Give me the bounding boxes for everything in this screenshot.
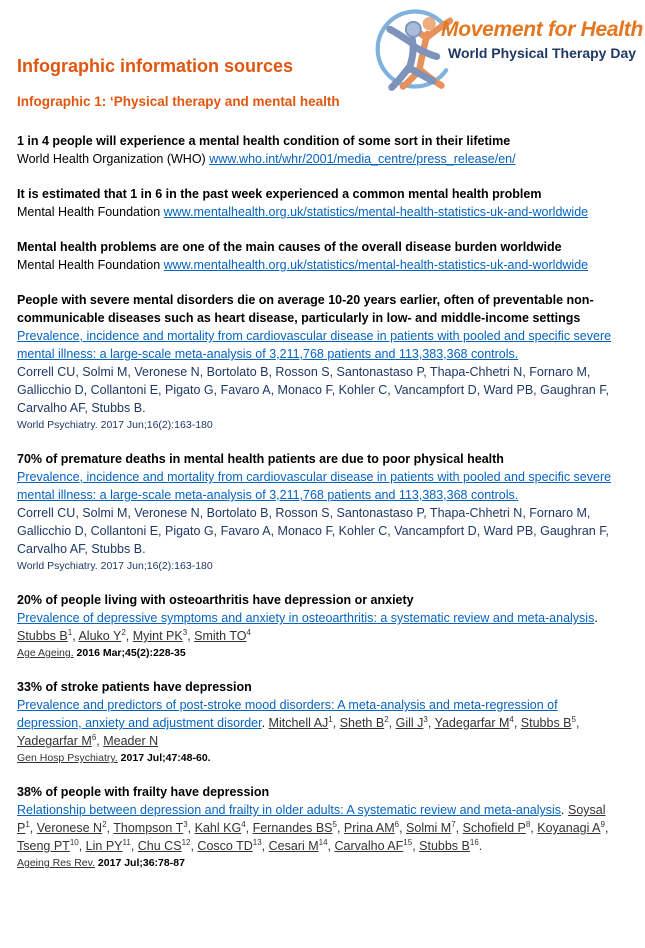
author-affiliation-superscript: 3	[183, 819, 188, 829]
author-link[interactable]: Yadegarfar M	[17, 734, 92, 748]
author-link[interactable]: Prina AM	[343, 821, 395, 835]
fact-section-3	[17, 238, 623, 274]
author-link[interactable]: Smith TO	[194, 629, 247, 643]
author-affiliation-superscript: 3	[423, 714, 428, 724]
author-link[interactable]: Fernandes BS	[252, 821, 333, 835]
author-link[interactable]: Stubbs B	[520, 716, 572, 730]
fact-section-1	[17, 132, 623, 168]
movement-for-health-logo	[371, 4, 643, 94]
author-list: Stubbs $B^1$, Aluko $Y^2$, Myint $PK^3$, Smith $TO^4$	[17, 627, 251, 643]
statement-text: People with severe mental disorders die on average 10-20 years earlier, often of preventable non-communicable diseases such as heart disease, particularly in low- and middle-income settings	[17, 293, 594, 325]
fact-section-6	[17, 591, 623, 661]
journal-issue: 2016 Mar;45(2):228-35	[73, 647, 186, 659]
author-affiliation-superscript: 12	[181, 837, 191, 847]
author-link[interactable]: Cesari M	[268, 839, 319, 853]
author-affiliation-superscript: 16	[469, 837, 479, 847]
author-affiliation-superscript: 1	[25, 819, 30, 829]
author-affiliation-superscript: 6	[394, 819, 400, 829]
journal-citation: World Psychiatry. 2017 Jun;16(2):163-180	[17, 560, 213, 572]
blue-figure-head	[406, 22, 421, 37]
author-list: Mitchell $AJ^1$, Sheth $B^2$, Gill $J^3$, Yadegarfar $M^4$, Stubbs $B^5$, Yadegarfar $M^6$, Meader N	[17, 714, 580, 748]
statement-text: 38% of people with frailty have depression	[17, 785, 270, 799]
fact-section-4	[17, 291, 623, 433]
author-link[interactable]: Thompson T	[113, 821, 184, 835]
logo-title: Movement for Health	[441, 18, 643, 41]
author-affiliation-superscript: 13	[252, 837, 262, 847]
source-link[interactable]: www.who.int/whr/2001/media_centre/press_release/en/	[209, 152, 516, 166]
statement-text: 20% of people living with osteoarthritis have depression or anxiety	[17, 593, 414, 607]
author-link[interactable]: Yadegarfar M	[434, 716, 510, 730]
author-link[interactable]: Solmi M	[406, 821, 452, 835]
fact-section-2	[17, 185, 623, 221]
article-link[interactable]: Relationship between depression and frailty in older adults: A systematic review and meta-analysis	[17, 803, 562, 817]
author-affiliation-superscript: 1	[328, 714, 333, 724]
journal-issue: 2017 Jul;47:48-60.	[117, 752, 211, 764]
author-link[interactable]: Cosco TD	[197, 839, 253, 853]
author-link[interactable]: Veronese N	[36, 821, 103, 835]
journal-link[interactable]: Gen Hosp Psychiatry.	[17, 752, 118, 764]
article-link[interactable]: Prevalence and predictors of post-stroke mood disorders: A meta-analysis and meta-regression of depression, anxiety and adjustment disorder	[17, 698, 558, 730]
author-affiliation-superscript: 11	[122, 837, 131, 847]
author-affiliation-superscript: 5	[332, 819, 337, 829]
author-link[interactable]: Stubbs B	[419, 839, 470, 853]
author-link[interactable]: Sheth B	[339, 716, 385, 730]
logo-text	[441, 18, 643, 61]
author-affiliation-superscript: 1	[67, 627, 73, 637]
author-affiliation-superscript: 6	[91, 732, 97, 742]
authors-text: Correll CU, Solmi M, Veronese N, Bortolato B, Rosson S, Santonastaso P, Thapa-Chhetri N, Fornaro M, Gallicchio D, Collantoni E, Pigato G, Favaro A, Monaco F, Kohler C, Vancampfort D, Ward PB, Gaughran F, Carvalho AF, Stubbs B.	[17, 506, 609, 556]
article-link[interactable]: Prevalence, incidence and mortality from cardiovascular disease in patients with pooled and specific severe mental illness: a large-scale meta-analysis of 3,211,768 patients and 113,383,368 controls.	[17, 329, 612, 361]
author-link[interactable]: Soysal P	[17, 803, 606, 835]
author-link[interactable]: Koyanagi A	[537, 821, 601, 835]
author-affiliation-superscript: 2	[384, 714, 389, 724]
author-link[interactable]: Carvalho AF	[334, 839, 404, 853]
source-name: Mental Health Foundation	[17, 205, 164, 219]
punctuation: .	[561, 803, 568, 817]
author-affiliation-superscript: 8	[525, 819, 531, 829]
author-affiliation-superscript: 4	[246, 627, 251, 637]
orange-figure-head	[423, 17, 436, 30]
statement-text: 70% of premature deaths in mental health patients are due to poor physical health	[17, 452, 504, 466]
statement-text: Mental health problems are one of the main causes of the overall disease burden worldwide	[17, 240, 562, 254]
statement-text: 33% of stroke patients have depression	[17, 680, 252, 694]
author-link[interactable]: Meader N	[103, 734, 159, 748]
author-affiliation-superscript: 5	[571, 714, 576, 724]
journal-issue: 2017 Jul;36:78-87	[95, 857, 185, 869]
source-link[interactable]: www.mentalhealth.org.uk/statistics/mental-health-statistics-uk-and-worldwide	[163, 205, 589, 219]
author-affiliation-superscript: 2	[121, 627, 126, 637]
author-link[interactable]: Tseng PT	[17, 839, 70, 853]
author-link[interactable]: Kahl KG	[194, 821, 242, 835]
source-name: World Health Organization (WHO)	[17, 152, 210, 166]
fact-section-5	[17, 450, 623, 574]
article-link[interactable]: Prevalence, incidence and mortality from cardiovascular disease in patients with pooled and specific severe mental illness: a large-scale meta-analysis of 3,211,768 patients and 113,383,368 controls.	[17, 470, 612, 502]
logo-subtitle: World Physical Therapy Day	[447, 45, 637, 61]
author-affiliation-superscript: 14	[318, 837, 328, 847]
statement-text: 1 in 4 people will experience a mental health condition of some sort in their lifetime	[17, 134, 511, 148]
journal-citation: World Psychiatry. 2017 Jun;16(2):163-180	[17, 419, 213, 431]
author-link[interactable]: Lin PY	[85, 839, 123, 853]
author-list: Soysal $P^1$, Veronese $N^2$, Thompson $T^3$, Kahl $KG^4$, Fernandes $BS^5$, Prina $AM^6$, Solmi $M^7$, Schofield $P^8$, Koyanagi $A^9$, Tseng PT$^{10}$, Lin PY$^{11}$, Chu CS$^{12}$, Cosco TD$^{13}$, Cesari $M^{14}$, Carvalho AF$^{15}$, Stubbs $B^{16}$.	[17, 803, 609, 853]
punctuation: .	[594, 611, 598, 625]
author-link[interactable]: Stubbs B	[17, 629, 68, 643]
author-affiliation-superscript: 10	[69, 837, 79, 847]
infographic-1-heading: Infographic 1: ‘Physical therapy and mental health	[17, 94, 340, 109]
punctuation: .	[261, 716, 269, 730]
source-name: Mental Health Foundation	[17, 258, 164, 272]
author-link[interactable]: Mitchell AJ	[268, 716, 329, 730]
article-link[interactable]: Prevalence of depressive symptoms and anxiety in osteoarthritis: a systematic review and meta-analysis	[17, 611, 595, 625]
author-link[interactable]: Schofield P	[462, 821, 526, 835]
journal-link[interactable]: Ageing Res Rev.	[17, 857, 96, 869]
author-affiliation-superscript: 4	[509, 714, 514, 724]
author-affiliation-superscript: 9	[600, 819, 605, 829]
journal-link[interactable]: Age Ageing.	[17, 647, 74, 659]
author-affiliation-superscript: 3	[182, 627, 188, 637]
author-affiliation-superscript: 7	[451, 819, 456, 829]
page-title: Infographic information sources	[17, 56, 294, 76]
fact-section-7	[17, 678, 623, 766]
author-affiliation-superscript: 4	[241, 819, 246, 829]
author-link[interactable]: Myint PK	[132, 629, 183, 643]
source-link[interactable]: www.mentalhealth.org.uk/statistics/mental-health-statistics-uk-and-worldwide	[163, 258, 589, 272]
fact-section-8	[17, 783, 623, 871]
authors-text: Correll CU, Solmi M, Veronese N, Bortolato B, Rosson S, Santonastaso P, Thapa-Chhetri N, Fornaro M, Gallicchio D, Collantoni E, Pigato G, Favaro A, Monaco F, Kohler C, Vancampfort D, Ward PB, Gaughran F, Carvalho AF, Stubbs B.	[17, 365, 609, 415]
author-link[interactable]: Aluko Y	[78, 629, 122, 643]
statement-text: It is estimated that 1 in 6 in the past week experienced a common mental health problem	[17, 187, 542, 201]
author-affiliation-superscript: 15	[403, 837, 413, 847]
author-affiliation-superscript: 2	[102, 819, 107, 829]
author-link[interactable]: Gill J	[395, 716, 424, 730]
author-link[interactable]: Chu CS	[137, 839, 182, 853]
